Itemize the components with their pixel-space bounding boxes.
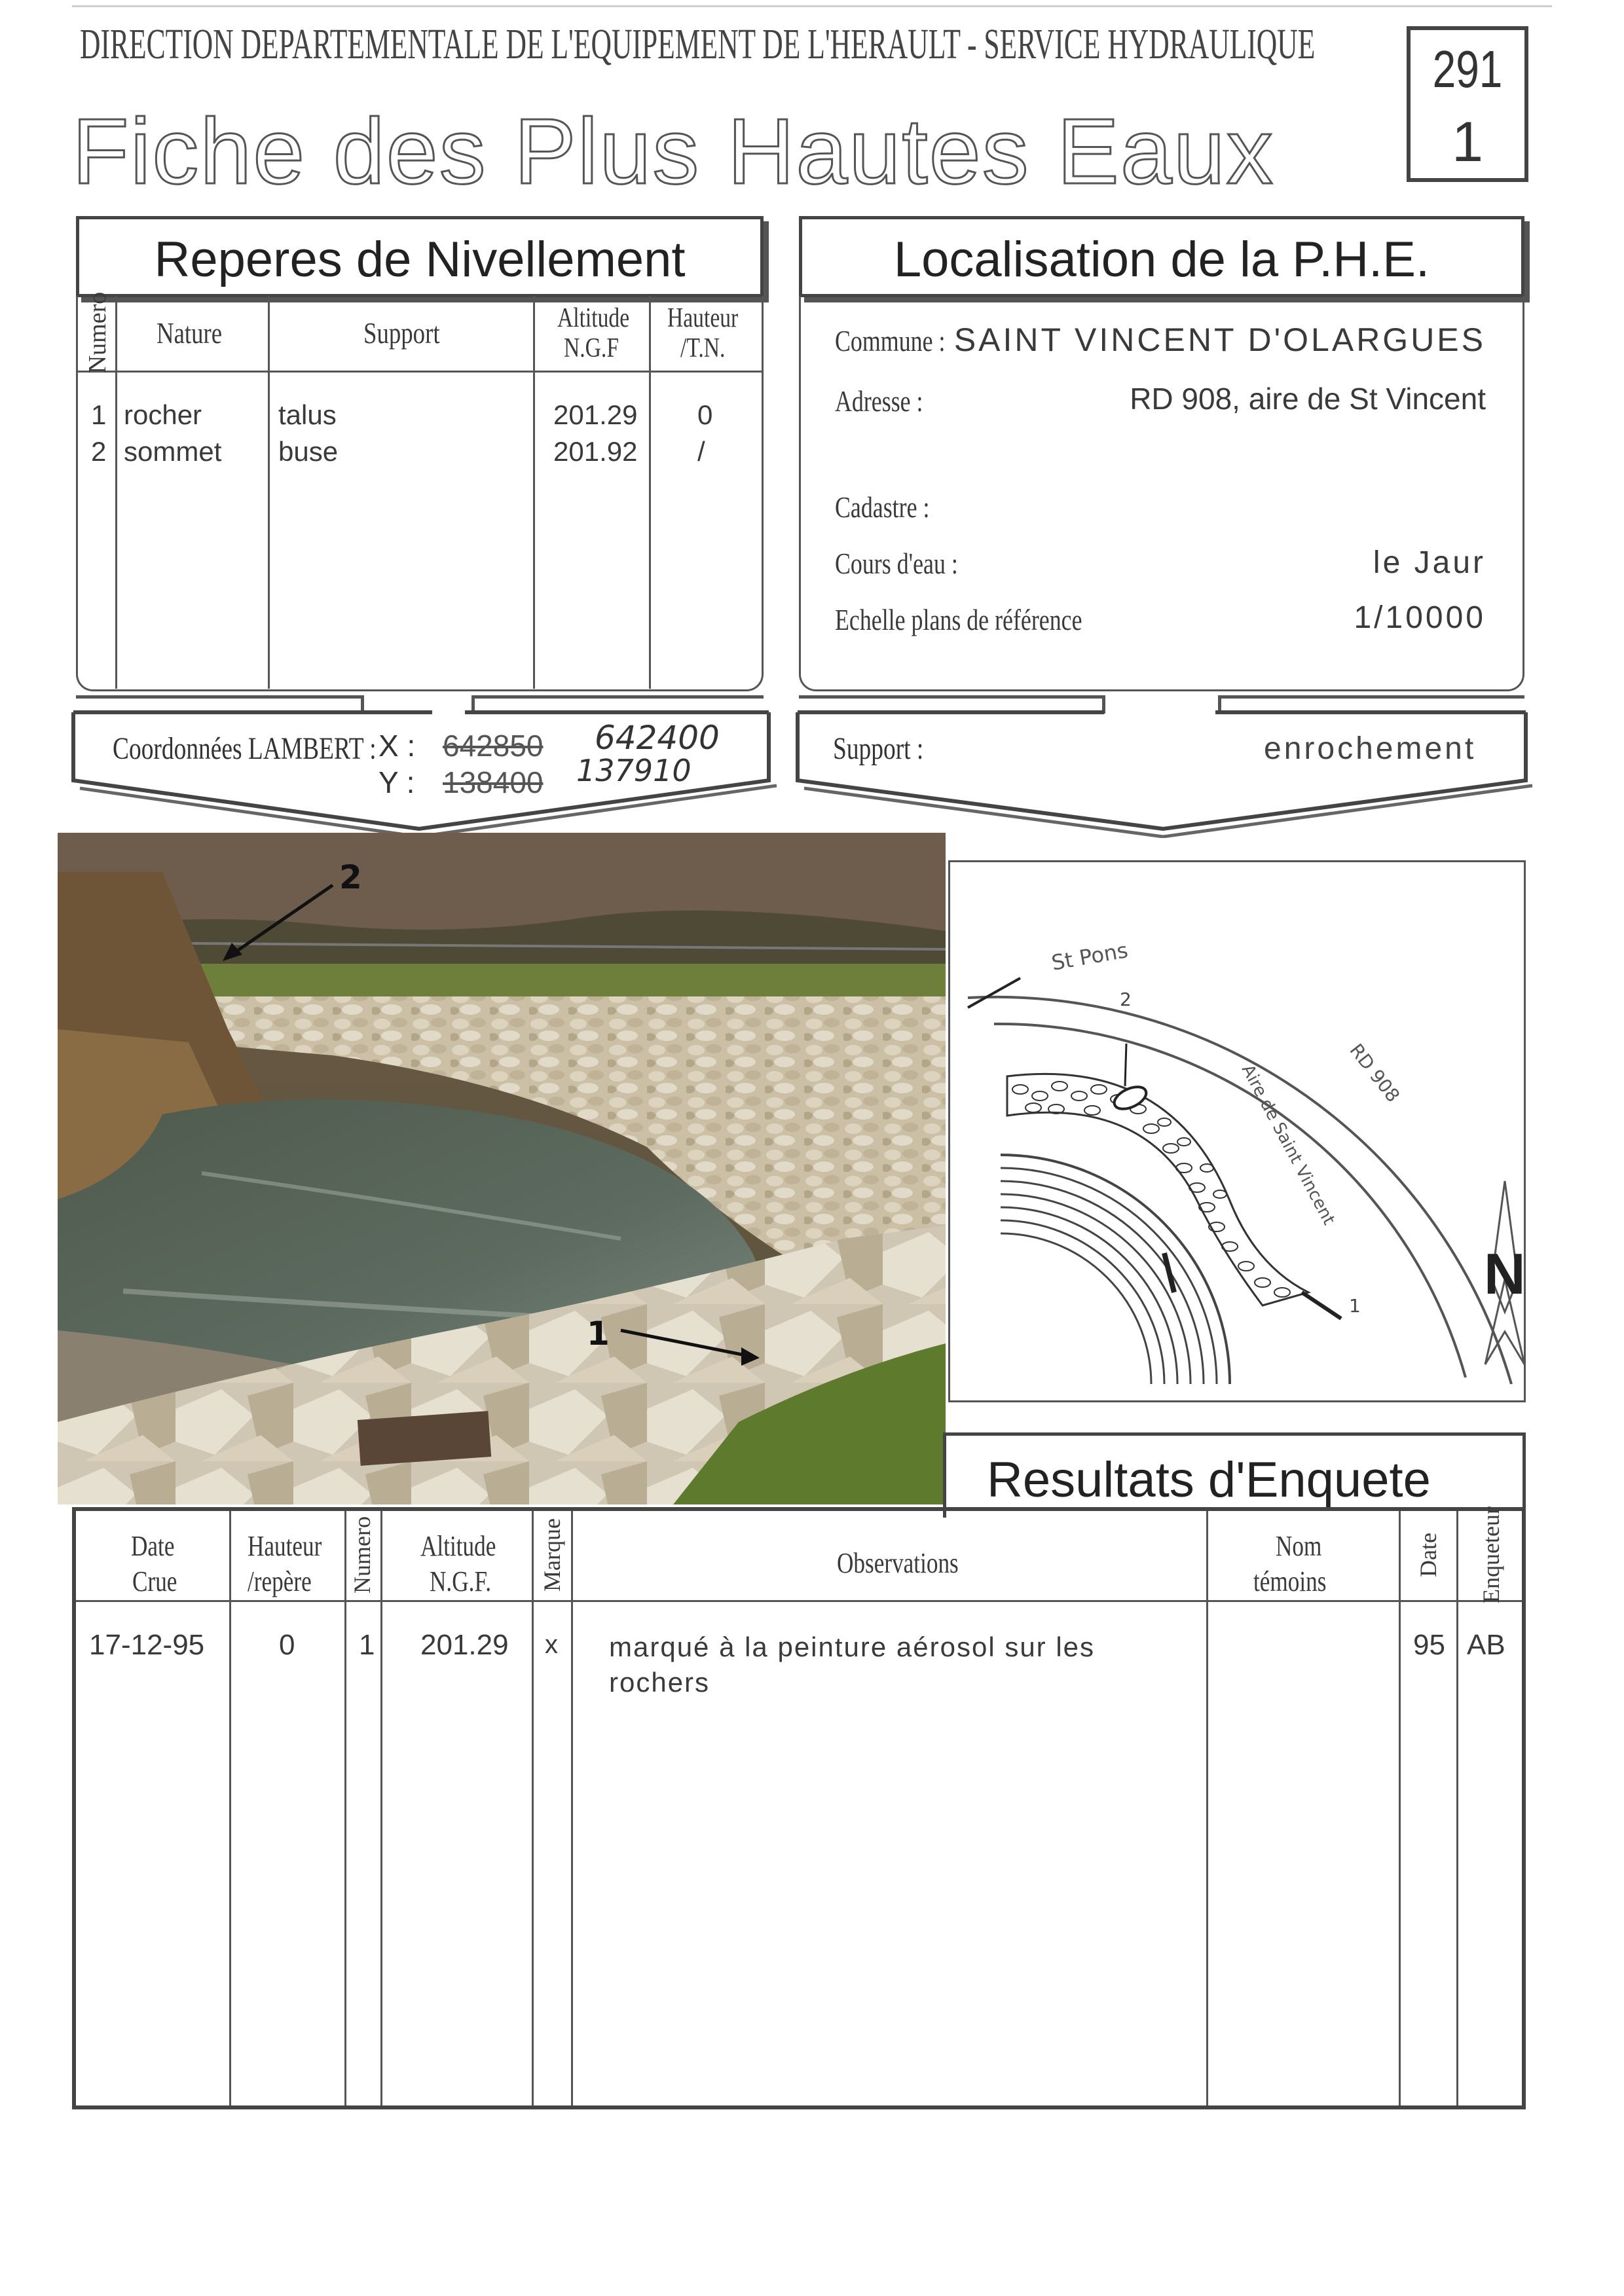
reference-sub: 1 — [1452, 111, 1483, 173]
lambert-label: Coordonnées LAMBERT : — [113, 731, 377, 766]
adresse-value: RD 908, aire de St Vincent — [1130, 382, 1486, 416]
res-col-enqueteur: Enqueteur — [1478, 1506, 1504, 1603]
res-row-hauteur: 0 — [279, 1629, 295, 1661]
repere-2-support: buse — [278, 436, 339, 467]
support-label: Support : — [833, 731, 924, 766]
map-point-2: 2 — [1120, 989, 1132, 1010]
repere-1-altitude: 201.29 — [553, 399, 638, 430]
res-row-altitude: 201.29 — [420, 1629, 509, 1661]
map-road-label: RD 908 — [1345, 1039, 1405, 1106]
reperes-table — [76, 291, 764, 691]
lambert-y-label: Y : — [378, 765, 415, 799]
photo-marker-2: 2 — [339, 858, 362, 896]
res-col-hauteur-1: Hauteur — [248, 1530, 322, 1562]
map-point-1: 1 — [1349, 1295, 1361, 1317]
map-area-label: Aire de Saint Vincent — [1237, 1061, 1339, 1229]
lambert-x-label: X : — [378, 729, 416, 763]
res-row-marque: x — [545, 1630, 558, 1659]
col-altitude-2: N.G.F — [564, 333, 619, 363]
adresse-label: Adresse : — [835, 384, 923, 418]
col-nature: Nature — [157, 316, 223, 350]
localisation-panel — [799, 296, 1524, 691]
res-row-enqueteur: AB — [1467, 1629, 1505, 1661]
res-row-date: 95 — [1413, 1629, 1445, 1661]
repere-2-numero: 2 — [91, 436, 107, 467]
reperes-title: Reperes de Nivellement — [154, 232, 686, 287]
page-title: Fiche des Plus Hautes Eaux — [72, 100, 1274, 204]
reperes-title-box — [76, 216, 764, 297]
col-hauteur-1: Hauteur — [667, 303, 739, 333]
col-support: Support — [363, 316, 440, 350]
top-rule — [72, 5, 1552, 7]
cours-label: Cours d'eau : — [835, 547, 958, 580]
commune-value: SAINT VINCENT D'OLARGUES — [953, 321, 1486, 358]
res-col-date: Date — [1415, 1533, 1441, 1577]
map-town-label: St Pons — [1049, 938, 1130, 975]
repere-1-numero: 1 — [91, 399, 107, 430]
repere-2-hauteur: / — [697, 436, 705, 467]
repere-1-nature: rocher — [124, 399, 202, 430]
res-col-date-1: Date — [131, 1530, 175, 1562]
res-row-observations-2: rochers — [609, 1667, 710, 1698]
localisation-title-box — [799, 216, 1524, 297]
res-col-nom-2: témoins — [1253, 1565, 1327, 1597]
cadastre-label: Cadastre : — [835, 490, 930, 524]
echelle-label: Echelle plans de référence — [835, 603, 1082, 636]
repere-1-support: talus — [278, 399, 337, 430]
res-col-hauteur-2: /repère — [248, 1565, 312, 1597]
site-map — [948, 860, 1526, 1402]
support-arrow-frame — [790, 707, 1536, 838]
photo-marker-1: 1 — [587, 1315, 610, 1353]
lambert-y-struck: 138400 — [443, 765, 544, 799]
repere-2-altitude: 201.92 — [553, 436, 638, 467]
resultats-table — [72, 1507, 1526, 2109]
resultats-title-box — [943, 1432, 1526, 1518]
echelle-value: 1/10000 — [1354, 600, 1486, 635]
res-col-date-2: Crue — [132, 1565, 177, 1597]
localisation-title: Localisation de la P.H.E. — [893, 232, 1430, 287]
cours-value: le Jaur — [1373, 545, 1486, 580]
repere-2-nature: sommet — [124, 436, 222, 467]
resultats-title: Resultats d'Enquete — [987, 1452, 1431, 1508]
col-numero: Numero — [84, 291, 111, 374]
col-hauteur-2: /T.N. — [680, 333, 726, 363]
res-row-observations-1: marqué à la peinture aérosol sur les — [609, 1631, 1096, 1662]
res-col-altitude-1: Altitude — [420, 1530, 496, 1562]
department-header: DIRECTION DEPARTEMENTALE DE L'EQUIPEMENT DE L'HERAULT - SERVICE HYDRAULIQUE — [80, 20, 1316, 68]
commune-label: Commune : — [835, 324, 946, 357]
north-arrow-icon: N — [1484, 1241, 1526, 1306]
lambert-x-struck: 642850 — [443, 729, 544, 763]
res-col-altitude-2: N.G.F. — [430, 1565, 491, 1597]
repere-1-hauteur: 0 — [697, 399, 713, 430]
reference-number: 291 — [1432, 40, 1503, 98]
col-altitude-1: Altitude — [557, 303, 630, 333]
res-row-numero: 1 — [359, 1629, 375, 1661]
river-photo — [58, 833, 946, 1504]
res-col-marque: Marque — [539, 1518, 565, 1592]
reference-box — [1407, 26, 1528, 182]
lambert-y-handwritten: 137910 — [576, 753, 692, 788]
support-value: enrochement — [1264, 731, 1477, 766]
res-col-observations: Observations — [837, 1547, 959, 1579]
res-row-date-crue: 17-12-95 — [89, 1629, 205, 1661]
lambert-x-handwritten: 642400 — [595, 719, 720, 757]
res-col-nom-1: Nom — [1276, 1530, 1322, 1562]
res-col-numero: Numero — [349, 1516, 375, 1594]
